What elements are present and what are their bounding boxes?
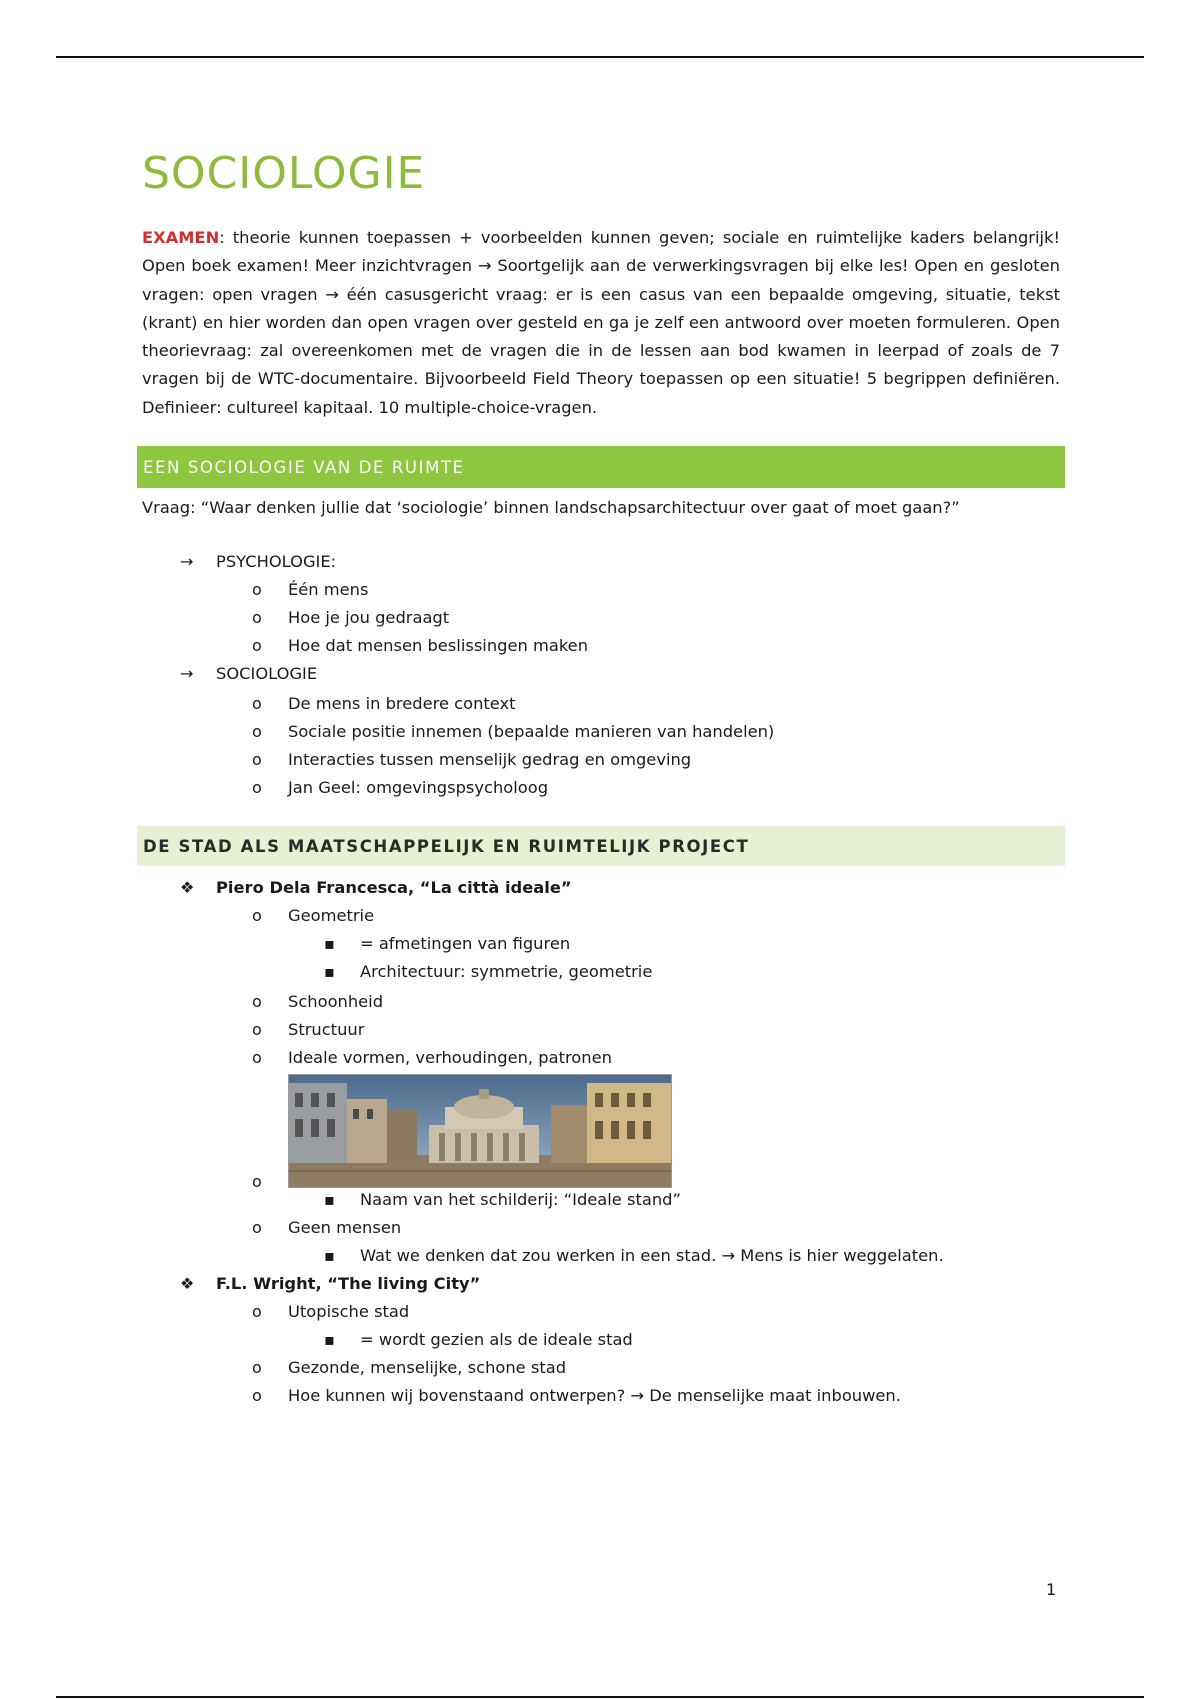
list-item: SOCIOLOGIE [216,664,318,683]
list-item: Gezonde, menselijke, schone stad [288,1358,567,1377]
list-item: Wat we denken dat zou werken in een stad. → Mens is hier weggelaten. [360,1246,944,1265]
circle-bullet: o [252,906,262,925]
arrow-bullet: → [180,552,194,571]
list-item: = afmetingen van figuren [360,934,571,953]
circle-bullet: o [252,1302,262,1321]
circle-bullet: o [252,722,262,741]
square-bullet: ▪ [324,1246,335,1265]
square-bullet: ▪ [324,1330,335,1349]
entry-title: F.L. Wright, “The living City” [216,1274,481,1293]
page-number: 1 [1046,1580,1057,1599]
circle-bullet: o [252,1020,262,1039]
list-item: Architectuur: symmetrie, geometrie [360,962,653,981]
list-item: Naam van het schilderij: “Ideale stand” [360,1190,681,1209]
list-item: Structuur [288,1020,365,1039]
list-item: Hoe je jou gedraagt [288,608,450,627]
diamond-bullet: ❖ [180,1274,195,1293]
list-item: Jan Geel: omgevingspsycholoog [288,778,549,797]
circle-bullet: o [252,1172,262,1191]
circle-bullet: o [252,1218,262,1237]
circle-bullet: o [252,608,262,627]
exam-label: EXAMEN [142,228,220,247]
ideal-city-painting-image [288,1074,672,1188]
header-rule [56,56,1144,58]
list-item: Schoonheid [288,992,384,1011]
list-item: Hoe kunnen wij bovenstaand ontwerpen? → De menselijke maat inbouwen. [288,1386,901,1405]
circle-bullet: o [252,1048,262,1067]
arrow-bullet: → [180,664,194,683]
list-item: Geen mensen [288,1218,402,1237]
circle-bullet: o [252,750,262,769]
entry-title: Piero Dela Francesca, “La città ideale” [216,878,572,897]
footer-rule [56,1696,1144,1698]
circle-bullet: o [252,694,262,713]
square-bullet: ▪ [324,934,335,953]
question-text: Vraag: “Waar denken jullie dat ‘sociologie’ binnen landschapsarchitectuur over gaat of moet gaan?” [142,498,960,517]
list-item: Één mens [288,580,369,599]
circle-bullet: o [252,580,262,599]
square-bullet: ▪ [324,1190,335,1209]
circle-bullet: o [252,1386,262,1405]
circle-bullet: o [252,1358,262,1377]
circle-bullet: o [252,636,262,655]
list-item: Sociale positie innemen (bepaalde manieren van handelen) [288,722,775,741]
section-heading-stad: DE STAD ALS MAATSCHAPPELIJK EN RUIMTELIJK PROJECT [137,826,1065,866]
exam-intro-text: : theorie kunnen toepassen + voorbeelden kunnen geven; sociale en ruimtelijke kaders belangrijk! Open boek examen! Meer inzichtvragen → Soortgelijk aan de verwerkingsvragen bij elke les! Open en gesloten vragen: open vragen → één casusgericht vraag: er is een casus van een bepaalde omgeving, situatie, tekst (krant) en hier worden dan open vragen over gesteld en ga je zelf een antwoord over moeten formuleren. Open theorievraag: zal overeenkomen met de vragen die in de lessen aan bod kwamen in leerpad of zoals de 7 vragen bij de WTC-documentaire. Bijvoorbeeld Field Theory toepassen op een situatie! 5 begrippen definiëren. Definieer: cultureel kapitaal. 10 multiple-choice-vragen. [142,228,1060,417]
list-item: Ideale vormen, verhoudingen, patronen [288,1048,612,1067]
list-item: Geometrie [288,906,375,925]
list-item: Interacties tussen menselijk gedrag en omgeving [288,750,692,769]
page-title: SOCIOLOGIE [142,148,426,199]
section-heading-sociologie-ruimte: EEN SOCIOLOGIE VAN DE RUIMTE [137,446,1065,488]
list-item: = wordt gezien als de ideale stad [360,1330,633,1349]
list-item: Utopische stad [288,1302,410,1321]
list-item: De mens in bredere context [288,694,516,713]
circle-bullet: o [252,778,262,797]
exam-intro-paragraph [142,224,1060,422]
list-item: Hoe dat mensen beslissingen maken [288,636,589,655]
circle-bullet: o [252,992,262,1011]
list-item: PSYCHOLOGIE: [216,552,337,571]
diamond-bullet: ❖ [180,878,195,897]
square-bullet: ▪ [324,962,335,981]
